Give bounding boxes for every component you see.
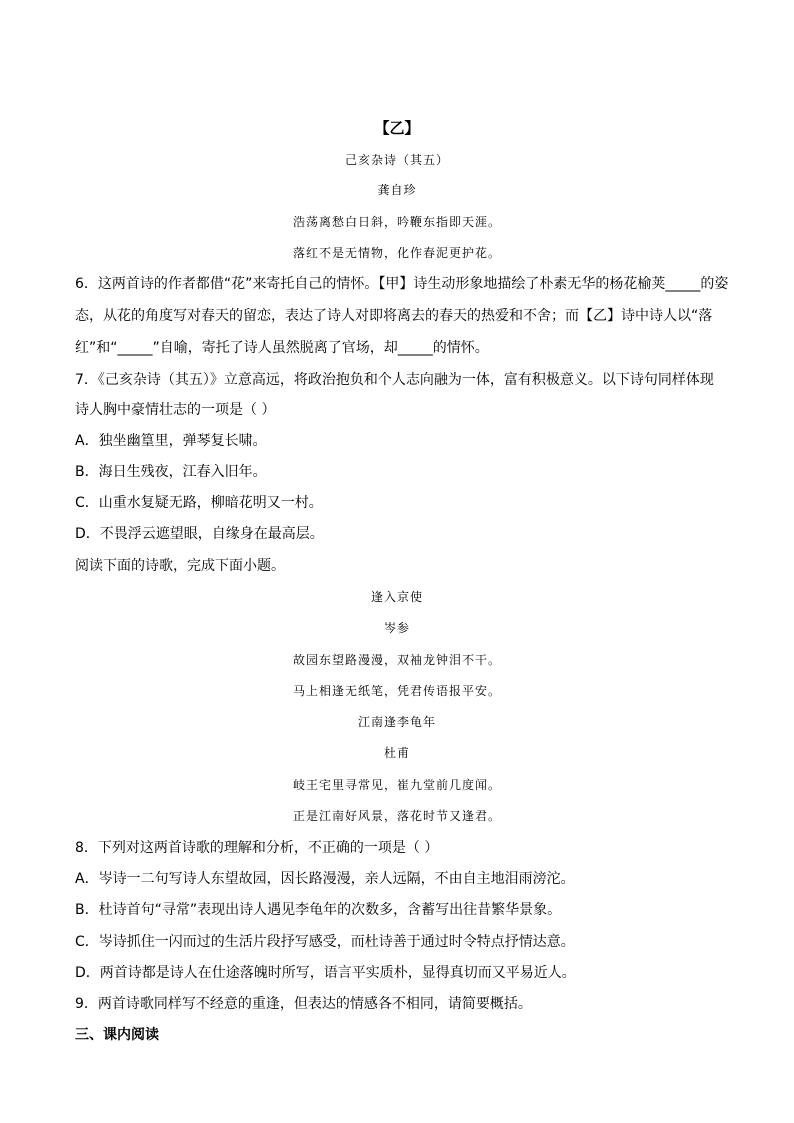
poem-line: 岐王宅里寻常见，崔九堂前几度闻。 — [292, 778, 501, 792]
question-6-line: 态，从花的角度写对春天的留恋，表达了诗人对即将离去的春天的热爱和不舍；而【乙】诗中诗人以“落 — [75, 308, 713, 324]
poem-title: 逢入京使 — [370, 590, 423, 604]
question-8-option-d: D．两首诗都是诗人在仕途落魄时所写，语言平实质朴，显得真切而又平易近人。 — [75, 965, 576, 981]
reading-instruction: 阅读下面的诗歌，完成下面小题。 — [75, 558, 285, 574]
question-7-option-b: B．海日生残夜，江春入旧年。 — [75, 464, 267, 480]
question-8-option-b: B．杜诗首句“寻常”表现出诗人遇见李龟年的次数多，含蓄写出往昔繁华景象。 — [75, 902, 562, 918]
poem-title: 己亥杂诗（其五） — [344, 153, 449, 167]
poem-line: 故园东望路漫漫，双袖龙钟泪不干。 — [292, 653, 501, 667]
poem-line: 马上相逢无纸笔，凭君传语报平安。 — [292, 684, 501, 698]
question-7-line: 诗人胸中豪情壮志的一项是（ ） — [75, 402, 276, 418]
question-8-option-a: A．岑诗一二句写诗人东望故园，因长路漫漫，亲人远隔，不由自主地泪雨滂沱。 — [75, 871, 575, 887]
section-heading: 三、课内阅读 — [75, 1027, 159, 1043]
poem-author: 杜甫 — [383, 746, 410, 760]
poem-label: 【乙】 — [374, 119, 420, 137]
question-8-option-c: C．岑诗抓住一闪而过的生活片段抒写感受，而杜诗善于通过时令特点抒情达意。 — [75, 934, 575, 950]
poem-author: 龚自珍 — [377, 183, 417, 197]
question-7-option-a: A．独坐幽篁里，弹琴复长啸。 — [75, 433, 267, 449]
question-7-option-d: D．不畏浮云遮望眼，自缘身在最高层。 — [75, 526, 324, 542]
question-6-line: 6．这两首诗的作者都借“花”来寄托自己的情怀。【甲】诗生动形象地描绘了朴素无华的杨花榆荚_____的姿 — [75, 276, 729, 292]
question-7-option-c: C．山重水复疑无路，柳暗花明又一村。 — [75, 495, 323, 511]
question-8-stem: 8．下列对这两首诗歌的理解和分析，不正确的一项是（ ） — [75, 840, 439, 856]
poem-title: 江南逢李龟年 — [357, 715, 436, 729]
poem-line: 正是江南好风景，落花时节又逢君。 — [292, 809, 501, 823]
poem-author: 岑参 — [383, 621, 410, 635]
question-9: 9．两首诗歌同样写不经意的重逢，但表达的情感各不相同，请简要概括。 — [75, 996, 532, 1012]
poem-line: 落红不是无情物，化作春泥更护花。 — [292, 246, 501, 260]
question-6-line: 红”和“_____”自喻，寄托了诗人虽然脱离了官场，却_____的情怀。 — [75, 340, 489, 356]
question-7-line: 7．《己亥杂诗（其五）》立意高远，将政治抱负和个人志向融为一体，富有积极意义。以下诗句同样体现 — [75, 372, 714, 388]
poem-line: 浩荡离愁白日斜，吟鞭东指即天涯。 — [292, 215, 501, 229]
